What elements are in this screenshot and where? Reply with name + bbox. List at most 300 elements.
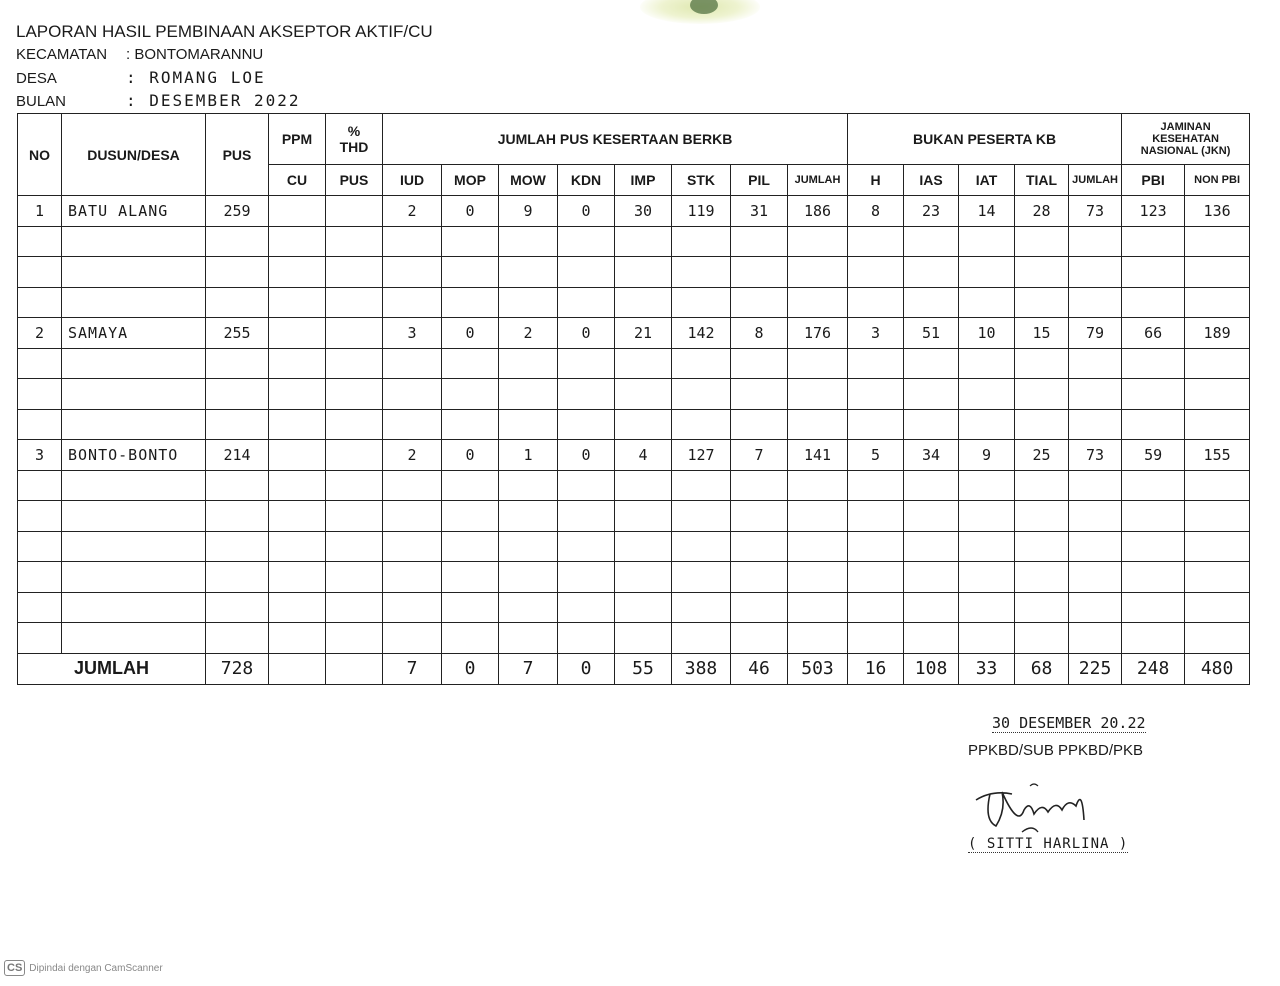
cell-dusun	[62, 226, 206, 257]
cell-k-kdn	[558, 501, 615, 532]
cell-j-pbi: 66	[1122, 318, 1185, 349]
cell-k-stk	[672, 287, 731, 318]
cell-pus	[206, 348, 269, 379]
cell-ppm	[269, 379, 326, 410]
cell-b-iat	[959, 531, 1015, 562]
cell-pus	[206, 409, 269, 440]
cell-b-jumlah	[1069, 226, 1122, 257]
cell-pus	[206, 470, 269, 501]
bulan-line	[16, 91, 301, 112]
cell-j-non-pbi	[1185, 531, 1250, 562]
cell-j-non-pbi	[1185, 592, 1250, 623]
cell-thd	[326, 348, 383, 379]
cell-thd	[326, 257, 383, 288]
cell-j-non-pbi	[1185, 623, 1250, 654]
kecamatan-line	[16, 45, 263, 65]
cell-j-non-pbi: 136	[1185, 196, 1250, 227]
cell-ppm	[269, 440, 326, 471]
cell-b-ias	[904, 226, 959, 257]
total-label: JUMLAH	[18, 653, 206, 684]
cell-k-mop	[442, 562, 499, 593]
cell-k-kdn	[558, 379, 615, 410]
cell-k-imp	[615, 562, 672, 593]
cell-b-jumlah	[1069, 470, 1122, 501]
cell-k-kdn	[558, 562, 615, 593]
cell-k-pil	[731, 226, 788, 257]
cell-k-imp	[615, 501, 672, 532]
cell-j-pbi	[1122, 623, 1185, 654]
cell-j-pbi	[1122, 562, 1185, 593]
cell-dusun	[62, 470, 206, 501]
cell-b-ias	[904, 501, 959, 532]
cell-b-iat	[959, 287, 1015, 318]
cell-b-ias	[904, 470, 959, 501]
cell-k-jumlah: 186	[788, 196, 848, 227]
cell-k-jumlah	[788, 409, 848, 440]
cell-k-mop	[442, 379, 499, 410]
cell-k-stk	[672, 592, 731, 623]
cell-thd	[326, 592, 383, 623]
cell-pus: 214	[206, 440, 269, 471]
cell-k-jumlah	[788, 592, 848, 623]
header-b-iat: IAT	[959, 165, 1015, 196]
header-k-iud: IUD	[383, 165, 442, 196]
cell-k-stk	[672, 257, 731, 288]
header-thd-pus: PUS	[326, 165, 383, 196]
desa-value: : ROMANG LOE	[126, 68, 266, 87]
cell-b-jumlah	[1069, 409, 1122, 440]
total-row	[18, 653, 1250, 684]
cell-no	[18, 257, 62, 288]
table-row	[18, 562, 1250, 593]
cell-k-mop	[442, 257, 499, 288]
header-thd-top: % THD	[326, 114, 383, 165]
header-kesertaan-group: JUMLAH PUS KESERTAAN BERKB	[383, 114, 848, 165]
cell-k-stk: 142	[672, 318, 731, 349]
cell-dusun	[62, 379, 206, 410]
cell-b-tial	[1015, 470, 1069, 501]
cell-b-iat	[959, 257, 1015, 288]
cell-k-iud	[383, 257, 442, 288]
cell-k-mop: 0	[442, 318, 499, 349]
cell-no	[18, 531, 62, 562]
cell-dusun: BONTO-BONTO	[62, 440, 206, 471]
cell-no	[18, 501, 62, 532]
cell-b-jumlah: 73	[1069, 196, 1122, 227]
cell-k-mop	[442, 501, 499, 532]
cell-k-mow	[499, 287, 558, 318]
cell-k-mow	[499, 623, 558, 654]
cell-ppm	[269, 562, 326, 593]
cell-k-kdn	[558, 226, 615, 257]
cell-ppm	[269, 409, 326, 440]
cell-b-ias: 34	[904, 440, 959, 471]
cell-b-h	[848, 226, 904, 257]
cell-b-tial	[1015, 257, 1069, 288]
cell-k-pil	[731, 562, 788, 593]
cell-ppm	[269, 592, 326, 623]
cell-b-ias	[904, 592, 959, 623]
report-table	[17, 113, 1250, 685]
cell-b-tial	[1015, 348, 1069, 379]
cell-b-h	[848, 348, 904, 379]
cell-b-ias	[904, 257, 959, 288]
table-row	[18, 196, 1250, 227]
cell-k-iud: 2	[383, 196, 442, 227]
cell-b-ias	[904, 409, 959, 440]
cell-j-non-pbi	[1185, 501, 1250, 532]
cell-b-h	[848, 470, 904, 501]
cell-b-h	[848, 257, 904, 288]
cell-k-jumlah	[788, 562, 848, 593]
cell-j-non-pbi	[1185, 287, 1250, 318]
cell-b-iat	[959, 348, 1015, 379]
cell-k-imp	[615, 470, 672, 501]
cell-k-imp	[615, 379, 672, 410]
cell-b-ias	[904, 623, 959, 654]
cell-k-mop	[442, 348, 499, 379]
cell-b-tial	[1015, 409, 1069, 440]
cell-k-imp: 30	[615, 196, 672, 227]
cell-k-mop	[442, 623, 499, 654]
cell-b-jumlah	[1069, 531, 1122, 562]
cell-k-kdn: 0	[558, 440, 615, 471]
cell-no	[18, 409, 62, 440]
cell-k-imp	[615, 257, 672, 288]
cell-b-ias	[904, 287, 959, 318]
cell-pus	[206, 531, 269, 562]
cell-dusun: SAMAYA	[62, 318, 206, 349]
cell-b-iat	[959, 501, 1015, 532]
cell-j-pbi	[1122, 348, 1185, 379]
cell-k-jumlah	[788, 379, 848, 410]
cell-k-mop	[442, 470, 499, 501]
cell-b-ias: 51	[904, 318, 959, 349]
signature-date: 30 DESEMBER 20.22	[992, 714, 1146, 732]
cell-b-iat	[959, 470, 1015, 501]
cell-k-kdn	[558, 592, 615, 623]
total-b-ias: 108	[904, 653, 959, 684]
cell-j-pbi	[1122, 531, 1185, 562]
cell-k-pil	[731, 409, 788, 440]
cell-dusun	[62, 623, 206, 654]
header-k-stk: STK	[672, 165, 731, 196]
total-k-imp: 55	[615, 653, 672, 684]
cell-k-jumlah	[788, 623, 848, 654]
cell-k-iud: 2	[383, 440, 442, 471]
cell-dusun	[62, 287, 206, 318]
cell-no	[18, 348, 62, 379]
cell-j-pbi	[1122, 257, 1185, 288]
cell-k-imp	[615, 287, 672, 318]
cell-no	[18, 623, 62, 654]
cell-k-imp	[615, 531, 672, 562]
cell-k-stk	[672, 623, 731, 654]
cell-pus: 259	[206, 196, 269, 227]
header-dusun: DUSUN/DESA	[62, 114, 206, 196]
cell-k-mow	[499, 409, 558, 440]
cell-b-tial: 25	[1015, 440, 1069, 471]
cell-b-ias	[904, 348, 959, 379]
cell-pus	[206, 623, 269, 654]
cell-k-pil	[731, 531, 788, 562]
table-row	[18, 409, 1250, 440]
header-k-jumlah: JUMLAH	[788, 165, 848, 196]
cell-ppm	[269, 287, 326, 318]
cell-dusun	[62, 592, 206, 623]
header-k-mop: MOP	[442, 165, 499, 196]
total-b-iat: 33	[959, 653, 1015, 684]
cell-ppm	[269, 318, 326, 349]
header-k-pil: PIL	[731, 165, 788, 196]
cell-k-jumlah	[788, 531, 848, 562]
cell-k-imp	[615, 409, 672, 440]
cell-k-kdn: 0	[558, 318, 615, 349]
cell-k-imp	[615, 226, 672, 257]
cell-k-mop: 0	[442, 196, 499, 227]
cell-b-h	[848, 562, 904, 593]
cell-k-iud	[383, 592, 442, 623]
cell-k-imp: 4	[615, 440, 672, 471]
cell-k-mow	[499, 348, 558, 379]
cell-k-stk	[672, 562, 731, 593]
cell-b-jumlah	[1069, 562, 1122, 593]
cell-b-tial	[1015, 379, 1069, 410]
cell-pus	[206, 379, 269, 410]
cell-k-kdn	[558, 470, 615, 501]
cell-no	[18, 592, 62, 623]
cell-k-mop: 0	[442, 440, 499, 471]
cell-no	[18, 287, 62, 318]
cell-k-pil	[731, 348, 788, 379]
cell-k-kdn	[558, 257, 615, 288]
header-no: NO	[18, 114, 62, 196]
cell-thd	[326, 501, 383, 532]
cell-j-non-pbi	[1185, 409, 1250, 440]
cell-b-jumlah: 73	[1069, 440, 1122, 471]
cell-b-h	[848, 531, 904, 562]
cell-k-iud	[383, 470, 442, 501]
cell-k-pil: 7	[731, 440, 788, 471]
signature-name: ( SITTI HARLINA )	[968, 836, 1129, 852]
cell-k-mow	[499, 470, 558, 501]
table-row	[18, 531, 1250, 562]
header-ppm: PPM	[269, 114, 326, 165]
cell-b-tial	[1015, 531, 1069, 562]
cell-b-tial	[1015, 287, 1069, 318]
cell-k-stk: 127	[672, 440, 731, 471]
cell-ppm	[269, 348, 326, 379]
header-j-non-pbi: NON PBI	[1185, 165, 1250, 196]
total-thd	[326, 653, 383, 684]
cell-b-tial: 28	[1015, 196, 1069, 227]
cell-k-stk	[672, 226, 731, 257]
cell-b-h: 8	[848, 196, 904, 227]
cell-j-pbi	[1122, 470, 1185, 501]
cell-k-mow	[499, 226, 558, 257]
cell-no: 3	[18, 440, 62, 471]
cell-no: 2	[18, 318, 62, 349]
cell-no	[18, 562, 62, 593]
cell-ppm	[269, 196, 326, 227]
total-k-jumlah: 503	[788, 653, 848, 684]
cell-no: 1	[18, 196, 62, 227]
cell-b-tial	[1015, 562, 1069, 593]
cell-pus	[206, 562, 269, 593]
cell-k-jumlah	[788, 501, 848, 532]
cell-b-iat	[959, 623, 1015, 654]
table-row	[18, 470, 1250, 501]
cell-k-iud	[383, 226, 442, 257]
header-b-jumlah: JUMLAH	[1069, 165, 1122, 196]
total-k-mow: 7	[499, 653, 558, 684]
cell-j-pbi	[1122, 409, 1185, 440]
cell-b-jumlah	[1069, 257, 1122, 288]
cell-k-pil	[731, 257, 788, 288]
cell-pus	[206, 257, 269, 288]
cell-pus	[206, 501, 269, 532]
total-j-non-pbi: 480	[1185, 653, 1250, 684]
cell-ppm	[269, 226, 326, 257]
cell-k-iud	[383, 348, 442, 379]
cell-pus	[206, 592, 269, 623]
cell-b-jumlah: 79	[1069, 318, 1122, 349]
cell-b-iat: 10	[959, 318, 1015, 349]
cell-k-kdn	[558, 287, 615, 318]
cell-k-stk	[672, 470, 731, 501]
cell-b-ias: 23	[904, 196, 959, 227]
header-b-ias: IAS	[904, 165, 959, 196]
header-k-kdn: KDN	[558, 165, 615, 196]
cell-dusun	[62, 257, 206, 288]
kecamatan-label: KECAMATAN	[16, 46, 108, 63]
table-row	[18, 440, 1250, 471]
cell-k-pil	[731, 287, 788, 318]
cell-thd	[326, 287, 383, 318]
cell-k-mow	[499, 379, 558, 410]
table-row	[18, 287, 1250, 318]
header-j-pbi: PBI	[1122, 165, 1185, 196]
cell-j-pbi: 59	[1122, 440, 1185, 471]
header-b-tial: TIAL	[1015, 165, 1069, 196]
cell-j-non-pbi	[1185, 226, 1250, 257]
cell-no	[18, 226, 62, 257]
cell-thd	[326, 531, 383, 562]
cell-k-mop	[442, 531, 499, 562]
cell-k-jumlah: 176	[788, 318, 848, 349]
cell-b-tial	[1015, 623, 1069, 654]
header-b-h: H	[848, 165, 904, 196]
cell-j-non-pbi	[1185, 470, 1250, 501]
cell-ppm	[269, 257, 326, 288]
cell-k-stk	[672, 379, 731, 410]
cell-k-pil: 8	[731, 318, 788, 349]
cell-b-jumlah	[1069, 501, 1122, 532]
cell-k-mop	[442, 409, 499, 440]
cell-dusun: BATU ALANG	[62, 196, 206, 227]
cell-b-h	[848, 623, 904, 654]
cell-no	[18, 470, 62, 501]
signature-role: PPKBD/SUB PPKBD/PKB	[968, 742, 1144, 759]
cell-k-mow	[499, 531, 558, 562]
cell-k-pil	[731, 470, 788, 501]
footer-text: Dipindai dengan CamScanner	[29, 962, 163, 974]
cell-k-jumlah	[788, 226, 848, 257]
table-row	[18, 348, 1250, 379]
table-row	[18, 501, 1250, 532]
table-row	[18, 318, 1250, 349]
header-pus: PUS	[206, 114, 269, 196]
cell-k-jumlah	[788, 257, 848, 288]
cell-b-h	[848, 287, 904, 318]
cell-b-h: 5	[848, 440, 904, 471]
table-row	[18, 226, 1250, 257]
cell-k-mop	[442, 226, 499, 257]
cell-k-iud: 3	[383, 318, 442, 349]
cell-j-non-pbi: 155	[1185, 440, 1250, 471]
cell-k-imp	[615, 592, 672, 623]
header-k-imp: IMP	[615, 165, 672, 196]
cell-b-iat	[959, 379, 1015, 410]
cell-k-jumlah: 141	[788, 440, 848, 471]
cell-thd	[326, 379, 383, 410]
cell-k-kdn	[558, 409, 615, 440]
cell-pus: 255	[206, 318, 269, 349]
cell-b-ias	[904, 379, 959, 410]
cell-b-jumlah	[1069, 348, 1122, 379]
total-b-jumlah: 225	[1069, 653, 1122, 684]
table-row	[18, 592, 1250, 623]
cell-b-iat: 9	[959, 440, 1015, 471]
total-b-h: 16	[848, 653, 904, 684]
cell-thd	[326, 440, 383, 471]
total-k-kdn: 0	[558, 653, 615, 684]
header-ppm-cu: CU	[269, 165, 326, 196]
cell-no	[18, 379, 62, 410]
cell-k-mop	[442, 287, 499, 318]
cell-ppm	[269, 470, 326, 501]
cell-thd	[326, 226, 383, 257]
cell-j-pbi	[1122, 379, 1185, 410]
scanner-footer	[4, 960, 163, 976]
cell-k-stk	[672, 531, 731, 562]
cell-k-iud	[383, 531, 442, 562]
table-row	[18, 257, 1250, 288]
cell-b-tial: 15	[1015, 318, 1069, 349]
header-bukan-group: BUKAN PESERTA KB	[848, 114, 1122, 165]
cell-b-h: 3	[848, 318, 904, 349]
cell-pus	[206, 226, 269, 257]
cell-thd	[326, 470, 383, 501]
cell-k-mow	[499, 257, 558, 288]
cell-dusun	[62, 562, 206, 593]
cell-k-iud	[383, 379, 442, 410]
cell-b-tial	[1015, 501, 1069, 532]
cell-b-jumlah	[1069, 379, 1122, 410]
cell-k-mow: 1	[499, 440, 558, 471]
cell-thd	[326, 196, 383, 227]
cell-ppm	[269, 501, 326, 532]
cell-k-iud	[383, 287, 442, 318]
cell-k-pil	[731, 623, 788, 654]
cell-k-mow: 2	[499, 318, 558, 349]
cell-b-ias	[904, 531, 959, 562]
cell-b-jumlah	[1069, 592, 1122, 623]
cell-k-stk	[672, 501, 731, 532]
cell-k-stk: 119	[672, 196, 731, 227]
header-jkn-group: JAMINAN KESEHATAN NASIONAL (JKN)	[1122, 114, 1250, 165]
desa-label: DESA	[16, 70, 57, 87]
